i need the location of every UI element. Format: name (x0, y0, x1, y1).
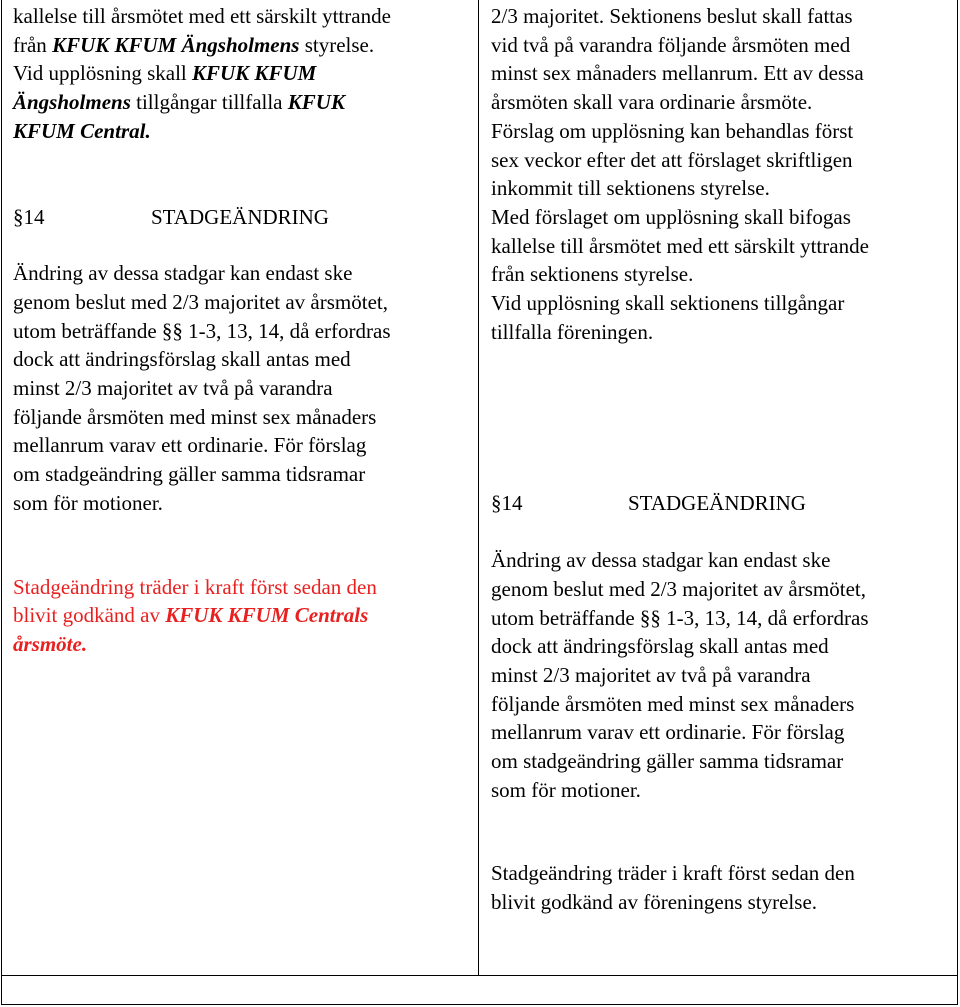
text-line: inkommit till sektionens styrelse. (491, 176, 770, 201)
text-line: Vid upplösning skall sektionens tillgångar (491, 291, 845, 316)
text-run: styrelse. (299, 32, 375, 57)
text-line: genom beslut med 2/3 majoritet av årsmötet, (491, 576, 866, 601)
text-line: om stadgeändring gäller samma tidsramar (491, 749, 844, 774)
text-line: om stadgeändring gäller samma tidsramar (13, 462, 366, 487)
text-line: blivit godkänd av föreningens styrelse. (491, 890, 818, 915)
text-line: sex veckor efter det att förslaget skriftligen (491, 147, 853, 172)
text-line (13, 31, 473, 60)
text-run: tillgångar tillfalla (130, 90, 288, 115)
text-line: utom beträffande §§ 1-3, 13, 14, då erfordras (491, 605, 869, 630)
text-line: minst 2/3 majoritet av två på varandra (491, 662, 811, 687)
text-line: Stadgeändring träder i kraft först sedan den (491, 861, 855, 886)
text-run: Vid upplösning skall (13, 61, 192, 86)
org-name: KFUK KFUM Centrals (165, 603, 369, 628)
org-name: KFUM Central. (13, 118, 151, 143)
text-line: vid två på varandra följande årsmöten med (491, 32, 851, 57)
text-line: genom beslut med 2/3 majoritet av årsmötet, (13, 289, 388, 314)
table-row-divider (2, 975, 957, 976)
section-title: STADGEÄNDRING (151, 204, 329, 229)
section-title: STADGEÄNDRING (628, 491, 806, 516)
right-column (491, 0, 951, 917)
org-name: årsmöte. (13, 631, 88, 656)
right-body-paragraph (491, 546, 951, 804)
section-heading (491, 489, 951, 518)
column-divider (478, 0, 479, 976)
text-line (13, 59, 473, 88)
text-line: Ändring av dessa stadgar kan endast ske (491, 548, 831, 573)
text-line: utom beträffande §§ 1-3, 13, 14, då erfordras (13, 318, 391, 343)
text-line: mellanrum varav ett ordinarie. För förslag (491, 720, 845, 745)
text-line (13, 630, 473, 659)
text-line: minst sex månaders mellanrum. Ett av dessa (491, 61, 864, 86)
section-heading (13, 203, 473, 232)
text-line: dock att ändringsförslag skall antas med (13, 347, 351, 372)
org-name: KFUK KFUM Ängsholmens (52, 32, 300, 57)
text-line (13, 601, 473, 630)
right-intro-paragraph (491, 2, 951, 346)
text-line: Ändring av dessa stadgar kan endast ske (13, 261, 353, 286)
comparison-table (1, 0, 958, 1005)
org-name: Ängsholmens (13, 90, 131, 115)
text-line: kallelse till årsmötet med ett särskilt yttrande (13, 4, 391, 28)
text-line: årsmöten skall vara ordinarie årsmöte. (491, 90, 813, 115)
text-line: Med förslaget om upplösning skall bifogas (491, 204, 851, 229)
text-run: blivit godkänd av (13, 603, 166, 628)
text-line: mellanrum varav ett ordinarie. För förslag (13, 433, 367, 458)
text-line: 2/3 majoritet. Sektionens beslut skall fattas (491, 4, 853, 28)
text-line: tillfalla föreningen. (491, 319, 654, 344)
text-line: följande årsmöten med minst sex månaders (491, 691, 855, 716)
text-line: minst 2/3 majoritet av två på varandra (13, 376, 333, 401)
right-final-paragraph (491, 859, 951, 916)
text-line: Stadgeändring träder i kraft först sedan den (13, 574, 377, 599)
left-final-paragraph (13, 573, 473, 659)
section-number: §14 (491, 491, 523, 516)
text-line: dock att ändringsförslag skall antas med (491, 634, 829, 659)
org-name: KFUK KFUM (192, 61, 317, 86)
text-line: följande årsmöten med minst sex månaders (13, 404, 377, 429)
text-line: som för motioner. (491, 777, 641, 802)
org-name: KFUK (287, 90, 345, 115)
left-body-paragraph (13, 259, 473, 517)
text-line (13, 117, 473, 146)
text-run: från (13, 32, 53, 57)
text-line: från sektionens styrelse. (491, 262, 694, 287)
text-line: som för motioner. (13, 490, 163, 515)
left-column (13, 0, 473, 659)
text-line: Förslag om upplösning kan behandlas först (491, 118, 854, 143)
left-intro-paragraph (13, 2, 473, 146)
text-line (13, 88, 473, 117)
text-line: kallelse till årsmötet med ett särskilt yttrande (491, 233, 869, 258)
section-number: §14 (13, 204, 45, 229)
